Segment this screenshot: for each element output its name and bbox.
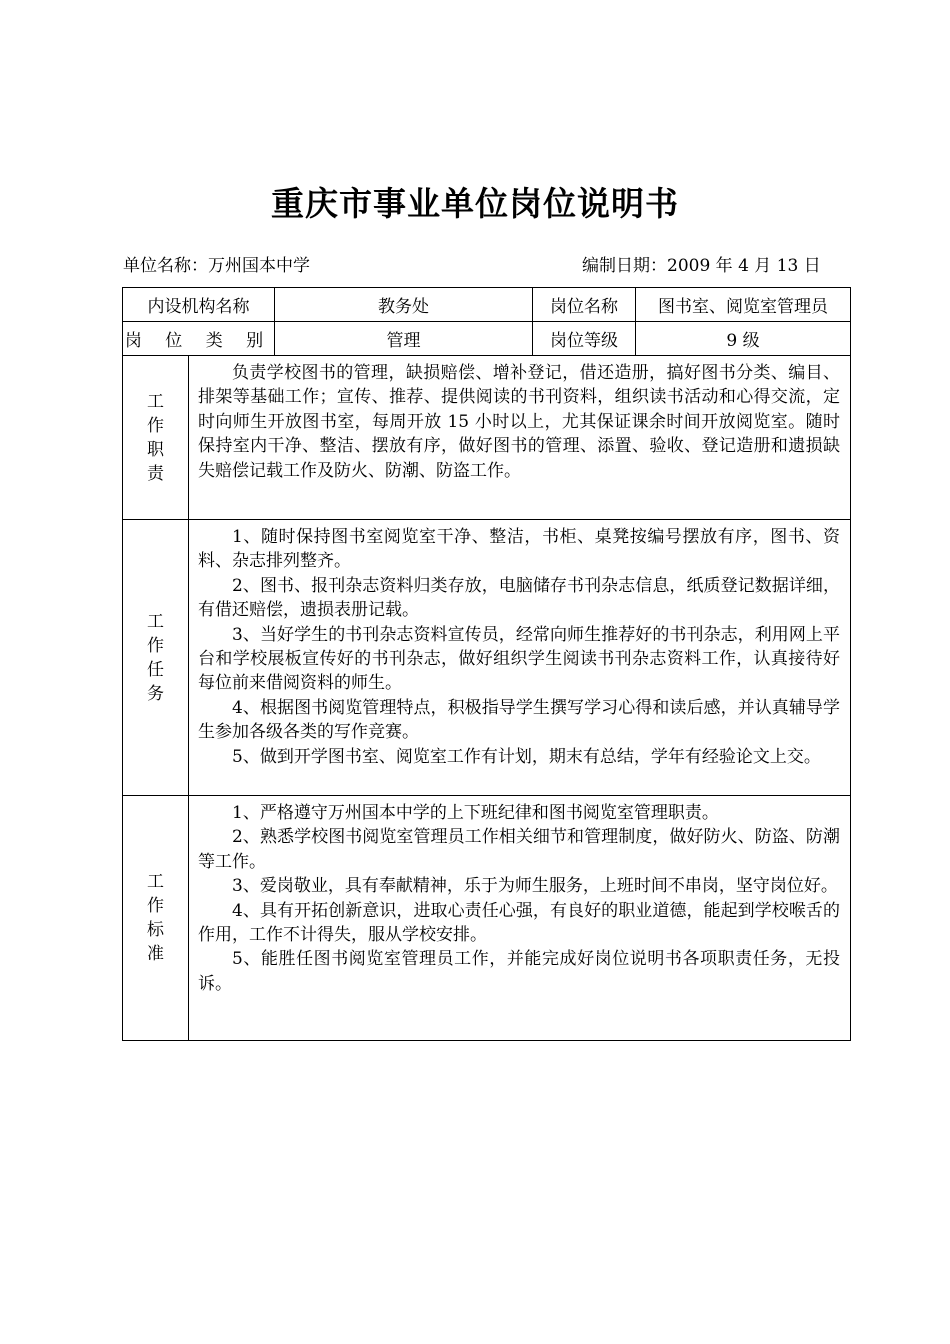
duties-label: 工 作 职 责	[123, 356, 189, 520]
compile-date: 编制日期：2009 年 4 月 13 日	[582, 256, 821, 276]
duties-content	[189, 356, 851, 520]
standards-paragraph-2: 2、熟悉学校图书阅览室管理员工作相关细节和管理制度，做好防火、防盗、防潮等工作。	[198, 827, 840, 872]
category-value: 管理	[275, 322, 533, 356]
tasks-content	[189, 520, 851, 796]
unit-name: 单位名称：万州国本中学	[123, 256, 310, 276]
tasks-paragraph-2: 2、图书、报刊杂志资料归类存放，电脑储存书刊杂志信息，纸质登记数据详细，有借还赔偿，遗损表册记载。	[198, 575, 840, 621]
standards-paragraph-1: 1、严格遵守万州国本中学的上下班纪律和图书阅览室管理职责。	[232, 803, 719, 823]
standards-paragraph-5: 5、能胜任图书阅览室管理员工作，并能完成好岗位说明书各项职责任务，无投诉。	[198, 949, 840, 994]
table-row-standards	[123, 796, 851, 1041]
standards-content	[189, 796, 851, 1041]
standards-label: 工 作 标 准	[123, 796, 189, 1041]
table-row-dept	[123, 288, 851, 322]
table-row-duties	[123, 356, 851, 520]
post-label: 岗位名称	[533, 288, 636, 322]
dept-value: 教务处	[275, 288, 533, 322]
category-label: 岗 位 类 别	[123, 322, 275, 356]
document-title: 重庆市事业单位岗位说明书	[271, 184, 679, 223]
tasks-paragraph-3: 3、当好学生的书刊杂志资料宣传员，经常向师生推荐好的书刊杂志，利用网上平台和学校展板宣传好的书刊杂志，做好组织学生阅读书刊杂志资料工作，认真接待好每位前来借阅资料的师生。	[198, 624, 840, 694]
standards-paragraph-4: 4、具有开拓创新意识，进取心责任心强，有良好的职业道德，能起到学校喉舌的作用，工作不计得失，服从学校安排。	[198, 900, 840, 946]
job-description-table	[122, 287, 851, 1041]
table-row-tasks	[123, 520, 851, 796]
grade-label: 岗位等级	[533, 322, 636, 356]
tasks-paragraph-5: 5、做到开学图书室、阅览室工作有计划，期末有总结，学年有经验论文上交。	[232, 746, 821, 767]
tasks-paragraph-1: 1、随时保持图书室阅览室干净、整洁，书柜、桌凳按编号摆放有序，图书、资料、杂志排列整齐。	[198, 527, 840, 572]
duties-paragraph: 负责学校图书的管理，缺损赔偿、增补登记，借还造册，搞好图书分类、编目、排架等基础工作；宣传、推荐、提供阅读的书刊资料，组织读书活动和心得交流，定时向师生开放图书室，每周开放 15 小时以上，尤其保证课余时间开放阅览室。随时保持室内干净、整洁、摆放有序，做好图书的管理、添置、验收、登记造册和遗损缺失赔偿记载工作及防火、防潮、防盗工作。	[198, 363, 840, 481]
dept-label: 内设机构名称	[123, 288, 275, 322]
grade-value: 9 级	[636, 322, 851, 356]
tasks-label: 工 作 任 务	[123, 520, 189, 796]
tasks-paragraph-4: 4、根据图书阅览管理特点，积极指导学生撰写学习心得和读后感，并认真辅导学生参加各级各类的写作竞赛。	[198, 697, 840, 743]
standards-paragraph-3: 3、爱岗敬业，具有奉献精神，乐于为师生服务，上班时间不串岗，坚守岗位好。	[232, 876, 838, 897]
table-row-category	[123, 322, 851, 356]
post-value: 图书室、阅览室管理员	[636, 288, 851, 322]
